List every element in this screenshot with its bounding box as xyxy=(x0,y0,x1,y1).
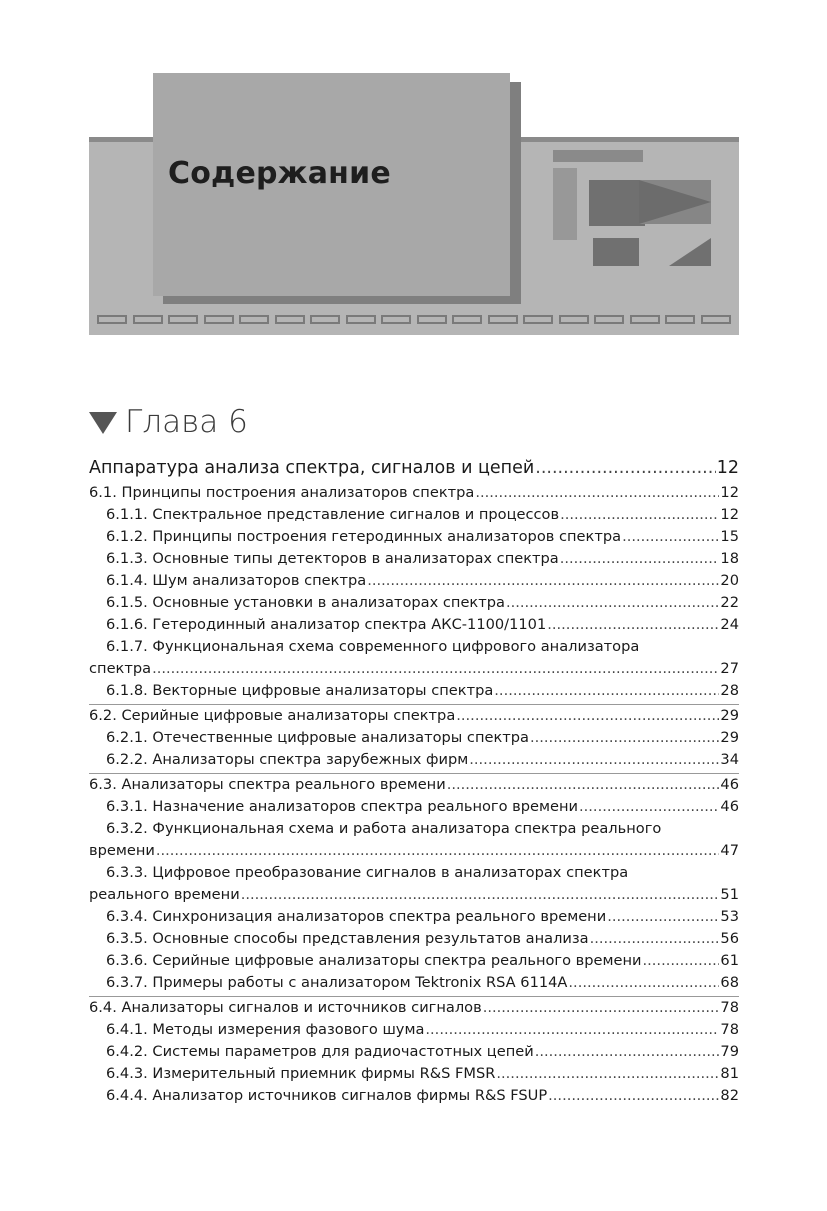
toc-page-number: 15 xyxy=(720,528,739,545)
toc-entry-label: 6.4.2. Системы параметров для радиочастотных цепей xyxy=(106,1043,534,1060)
toc-page-number: 82 xyxy=(720,1087,739,1104)
toc-entry[interactable] xyxy=(89,1085,739,1107)
toc-page-number: 81 xyxy=(720,1065,739,1082)
toc-entry[interactable] xyxy=(89,1019,739,1041)
toc-entry-label: 6.1.4. Шум анализаторов спектра xyxy=(106,572,367,589)
toc-leader-dots xyxy=(156,840,720,862)
toc-entry[interactable] xyxy=(89,884,739,906)
toc-leader-dots xyxy=(447,774,720,796)
toc-page-number: 78 xyxy=(720,1021,739,1038)
toc-entry-label: 6.2.2. Анализаторы спектра зарубежных фирм xyxy=(106,751,469,768)
toc-entry[interactable] xyxy=(89,680,739,702)
toc-entry-label: 6.1.2. Принципы построения гетеродинных анализаторов спектра xyxy=(106,528,622,545)
decor-block xyxy=(553,168,577,240)
toc-entry[interactable] xyxy=(89,906,739,928)
toc-page-number: 28 xyxy=(720,682,739,699)
toc-leader-dots xyxy=(494,680,719,702)
toc-entry-label: 6.4.3. Измерительный приемник фирмы R&S FMSR xyxy=(106,1065,496,1082)
toc-entry[interactable] xyxy=(89,548,739,570)
toc-entry[interactable] xyxy=(89,840,739,862)
toc-page-number: 12 xyxy=(720,484,739,501)
toc-leader-dots xyxy=(568,972,719,994)
toc-entry-label: времени xyxy=(89,842,155,859)
toc-entry-label: 6.1.5. Основные установки в анализаторах спектра xyxy=(106,594,505,611)
toc-leader-dots xyxy=(560,548,720,570)
toc-entry[interactable] xyxy=(89,592,739,614)
toc-page-number: 46 xyxy=(720,798,739,815)
toc-entry-label: 6.4. Анализаторы сигналов и источников сигналов xyxy=(89,999,482,1016)
toc-page-number: 68 xyxy=(720,974,739,991)
table-of-contents xyxy=(89,455,739,1107)
toc-entry[interactable] xyxy=(89,526,739,548)
toc-section-entry[interactable] xyxy=(89,996,739,1019)
toc-leader-dots xyxy=(241,884,720,906)
toc-leader-dots xyxy=(483,997,720,1019)
decor-block xyxy=(593,238,639,266)
toc-entry-label: 6.1. Принципы построения анализаторов спектра xyxy=(89,484,475,501)
toc-page-number: 46 xyxy=(720,776,739,793)
toc-entry-label: 6.1.3. Основные типы детекторов в анализаторах спектра xyxy=(106,550,559,567)
toc-entry-label: 6.2.1. Отечественные цифровые анализаторы спектра xyxy=(106,729,529,746)
toc-leader-dots xyxy=(425,1019,719,1041)
toc-page-number: 18 xyxy=(720,550,739,567)
toc-leader-dots xyxy=(607,906,719,928)
toc-entry[interactable] xyxy=(89,1063,739,1085)
toc-entry-line: 6.1.7. Функциональная схема современного цифрового анализатора xyxy=(106,638,640,655)
toc-page-number: 61 xyxy=(720,952,739,969)
toc-page-number: 20 xyxy=(720,572,739,589)
toc-entry[interactable] xyxy=(89,796,739,818)
toc-entry-label: реального времени xyxy=(89,886,240,903)
toc-page-number: 24 xyxy=(720,616,739,633)
toc-entry[interactable] xyxy=(89,950,739,972)
toc-section-entry[interactable] xyxy=(89,704,739,727)
toc-entry-label: 6.4.1. Методы измерения фазового шума xyxy=(106,1021,425,1038)
toc-entry-label: 6.4.4. Анализатор источников сигналов фирмы R&S FSUP xyxy=(106,1087,548,1104)
banner-dash-strip xyxy=(89,308,739,330)
toc-entry-label: 6.3.7. Примеры работы с анализатором Tektronix RSA 6114A xyxy=(106,974,568,991)
toc-page-number: 29 xyxy=(720,707,739,724)
toc-page-number: 79 xyxy=(720,1043,739,1060)
toc-entry[interactable] xyxy=(89,614,739,636)
toc-entry[interactable] xyxy=(89,570,739,592)
toc-entry[interactable] xyxy=(89,749,739,771)
toc-leader-dots xyxy=(456,705,719,727)
toc-page-number: 53 xyxy=(720,908,739,925)
toc-leader-dots xyxy=(535,1041,720,1063)
toc-entry-label: 6.3.4. Синхронизация анализаторов спектра реального времени xyxy=(106,908,607,925)
toc-entry-label: Аппаратура анализа спектра, сигналов и цепей xyxy=(89,458,535,478)
decor-block xyxy=(589,180,645,226)
toc-entry-label: 6.3.5. Основные способы представления результатов анализа xyxy=(106,930,589,947)
toc-entry-label: 6.3.6. Серийные цифровые анализаторы спектра реального времени xyxy=(106,952,642,969)
toc-entry-label: спектра xyxy=(89,660,152,677)
toc-entry-label: 6.1.8. Векторные цифровые анализаторы спектра xyxy=(106,682,494,699)
toc-leader-dots xyxy=(469,749,719,771)
toc-entry-label: 6.3.1. Назначение анализаторов спектра реального времени xyxy=(106,798,579,815)
toc-section-entry[interactable] xyxy=(89,482,739,504)
toc-entry-line: 6.3.3. Цифровое преобразование сигналов в анализаторах спектра xyxy=(106,864,629,881)
toc-entry-label: 6.1.6. Гетеродинный анализатор спектра АКС-1100/1101 xyxy=(106,616,547,633)
toc-leader-dots xyxy=(590,928,720,950)
toc-leader-dots xyxy=(560,504,719,526)
toc-entry-label: 6.1.1. Спектральное представление сигналов и процессов xyxy=(106,506,560,523)
toc-section-entry[interactable] xyxy=(89,773,739,796)
toc-entry-label: 6.2. Серийные цифровые анализаторы спектра xyxy=(89,707,456,724)
toc-leader-dots xyxy=(622,526,719,548)
toc-entry[interactable] xyxy=(89,504,739,526)
toc-entry-label: 6.3. Анализаторы спектра реального времени xyxy=(89,776,446,793)
chapter-heading xyxy=(89,404,248,440)
toc-leader-dots xyxy=(530,727,719,749)
toc-page-number: 12 xyxy=(716,458,739,478)
toc-page-number: 51 xyxy=(720,886,739,903)
toc-entry[interactable] xyxy=(89,1041,739,1063)
toc-leader-dots xyxy=(475,482,719,504)
toc-entry[interactable] xyxy=(89,928,739,950)
triangle-down-icon xyxy=(89,412,117,434)
toc-leader-dots xyxy=(152,658,719,680)
toc-leader-dots xyxy=(535,455,715,482)
toc-chapter-entry[interactable] xyxy=(89,455,739,482)
toc-page-number: 78 xyxy=(720,999,739,1016)
chapter-label: Глава 6 xyxy=(125,404,248,440)
toc-page-number: 12 xyxy=(720,506,739,523)
decor-arrow-shape xyxy=(639,180,711,224)
toc-entry-line: 6.3.2. Функциональная схема и работа анализатора спектра реального xyxy=(106,820,662,837)
toc-leader-dots xyxy=(579,796,719,818)
toc-page-number: 34 xyxy=(720,751,739,768)
toc-entry[interactable] xyxy=(89,658,739,680)
toc-leader-dots xyxy=(506,592,719,614)
toc-page-number: 27 xyxy=(720,660,739,677)
page-title: Содержание xyxy=(168,156,391,191)
toc-leader-dots xyxy=(548,1085,719,1107)
toc-leader-dots xyxy=(367,570,719,592)
toc-leader-dots xyxy=(496,1063,719,1085)
toc-page-number: 47 xyxy=(720,842,739,859)
toc-entry[interactable] xyxy=(89,972,739,994)
toc-page-number: 29 xyxy=(720,729,739,746)
decor-triangle xyxy=(669,238,711,266)
decor-block xyxy=(553,150,643,162)
toc-page-number: 22 xyxy=(720,594,739,611)
toc-leader-dots xyxy=(547,614,719,636)
toc-page-number: 56 xyxy=(720,930,739,947)
toc-leader-dots xyxy=(643,950,720,972)
toc-entry[interactable] xyxy=(89,727,739,749)
